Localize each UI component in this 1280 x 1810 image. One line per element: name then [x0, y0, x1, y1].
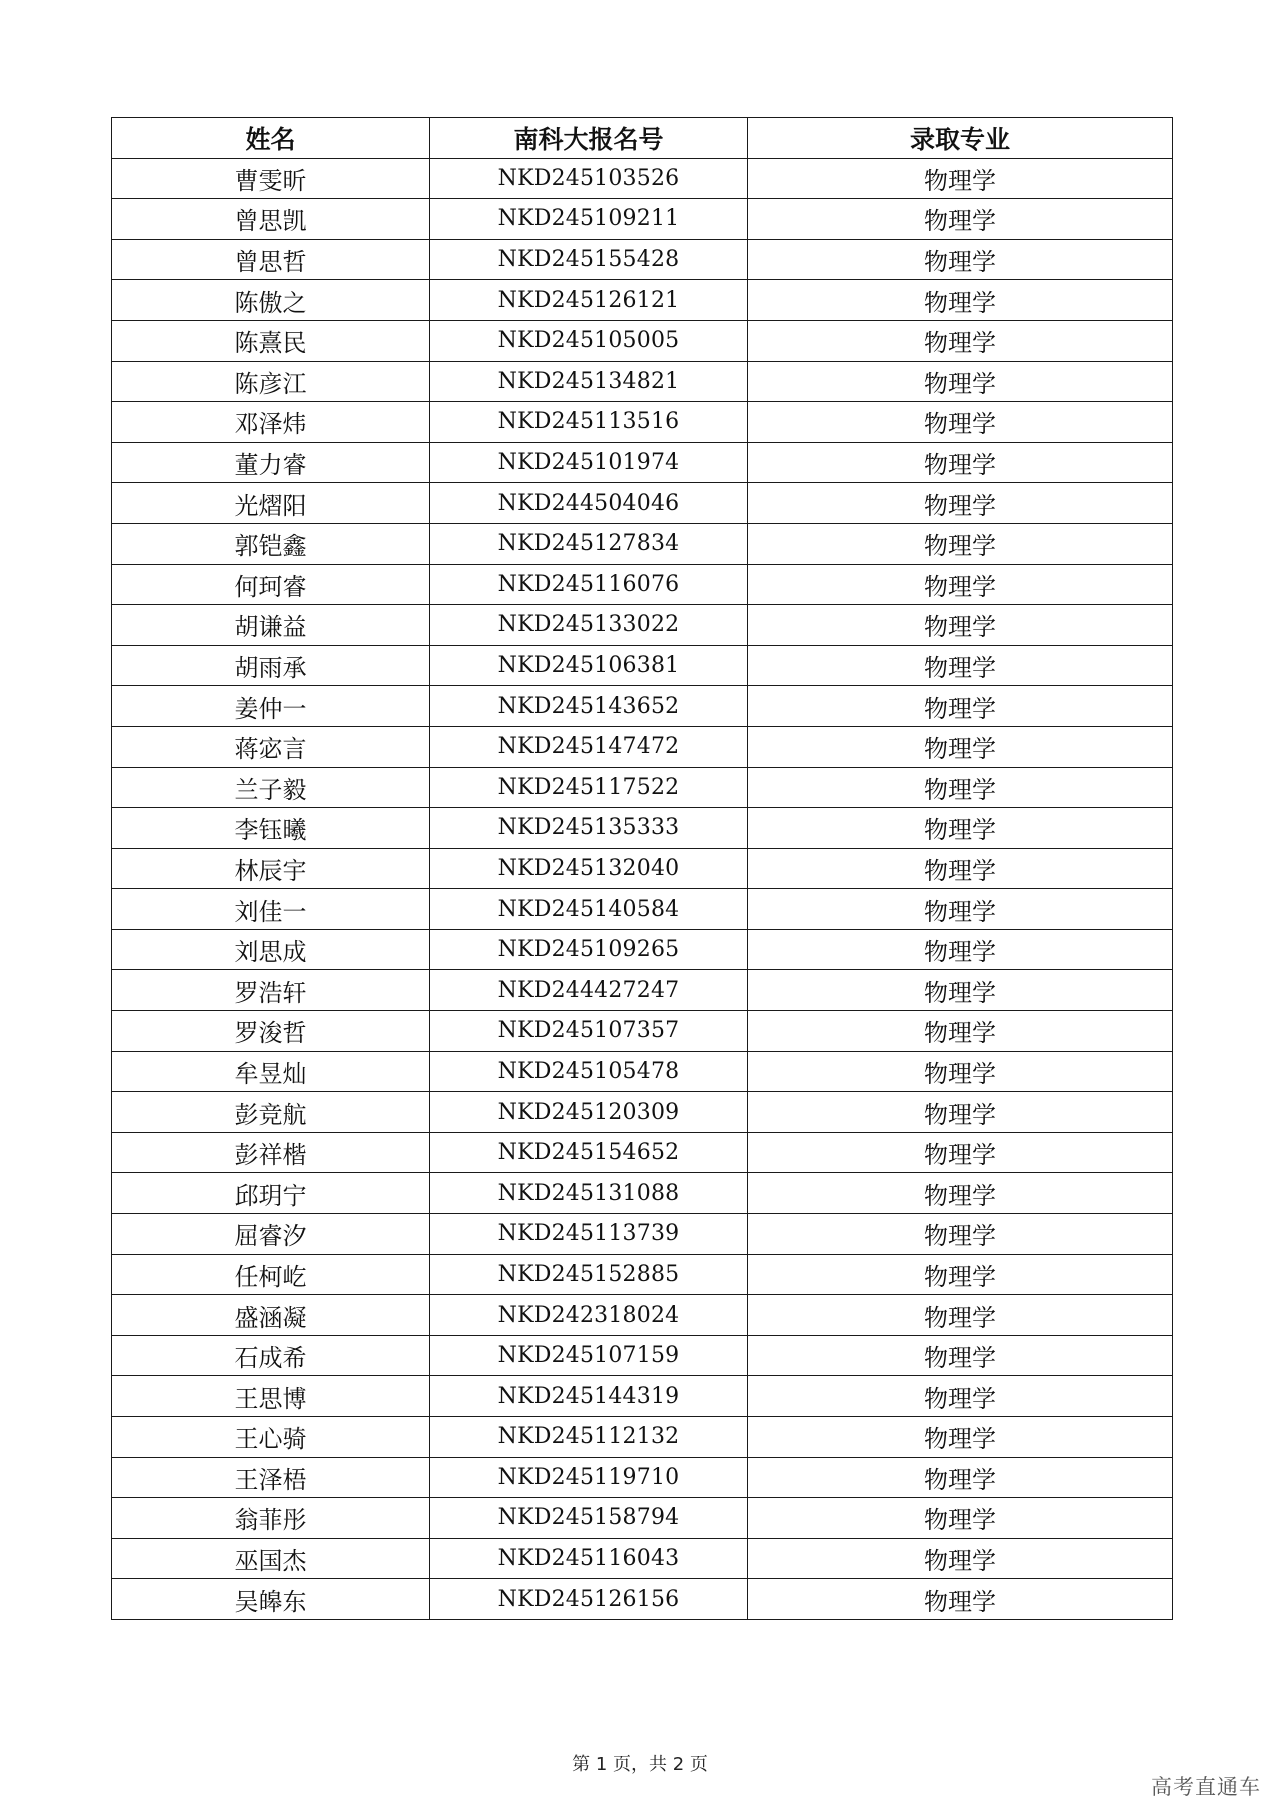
table-row — [112, 1457, 1173, 1498]
table-row — [112, 1011, 1173, 1052]
cell-name: 林辰宇 — [112, 848, 430, 889]
cell-name: 彭竞航 — [112, 1092, 430, 1133]
table-row — [112, 767, 1173, 808]
table-row — [112, 686, 1173, 727]
cell-name: 吴皞东 — [112, 1579, 430, 1620]
cell-major: 物理学 — [748, 361, 1173, 402]
table-row — [112, 1376, 1173, 1417]
cell-registration-number: NKD245106381 — [430, 645, 748, 686]
cell-major: 物理学 — [748, 402, 1173, 443]
cell-name: 兰子毅 — [112, 767, 430, 808]
cell-registration-number: NKD245132040 — [430, 848, 748, 889]
cell-registration-number: NKD245147472 — [430, 726, 748, 767]
cell-name: 陈彦江 — [112, 361, 430, 402]
table-row — [112, 239, 1173, 280]
cell-registration-number: NKD245143652 — [430, 686, 748, 727]
cell-registration-number: NKD245109211 — [430, 199, 748, 240]
table-row — [112, 1214, 1173, 1255]
cell-major: 物理学 — [748, 280, 1173, 321]
cell-registration-number: NKD245117522 — [430, 767, 748, 808]
cell-registration-number: NKD245112132 — [430, 1417, 748, 1458]
table-row — [112, 1173, 1173, 1214]
cell-name: 彭祥楷 — [112, 1132, 430, 1173]
cell-name: 王泽梧 — [112, 1457, 430, 1498]
cell-name: 罗浚哲 — [112, 1011, 430, 1052]
table-row — [112, 645, 1173, 686]
header-registration-number: 南科大报名号 — [430, 118, 748, 159]
cell-registration-number: NKD245113739 — [430, 1214, 748, 1255]
cell-registration-number: NKD245144319 — [430, 1376, 748, 1417]
cell-name: 姜仲一 — [112, 686, 430, 727]
cell-major: 物理学 — [748, 1092, 1173, 1133]
cell-major: 物理学 — [748, 848, 1173, 889]
cell-name: 陈熹民 — [112, 320, 430, 361]
cell-name: 胡谦益 — [112, 605, 430, 646]
cell-registration-number: NKD245107357 — [430, 1011, 748, 1052]
cell-registration-number: NKD245120309 — [430, 1092, 748, 1133]
cell-major: 物理学 — [748, 1214, 1173, 1255]
admission-table — [111, 117, 1173, 1620]
cell-registration-number: NKD245119710 — [430, 1457, 748, 1498]
table-row — [112, 564, 1173, 605]
cell-name: 牟昱灿 — [112, 1051, 430, 1092]
cell-major: 物理学 — [748, 605, 1173, 646]
cell-name: 李钰曦 — [112, 808, 430, 849]
cell-registration-number: NKD245103526 — [430, 158, 748, 199]
table-row — [112, 442, 1173, 483]
cell-name: 刘思成 — [112, 929, 430, 970]
cell-major: 物理学 — [748, 1254, 1173, 1295]
cell-major: 物理学 — [748, 1173, 1173, 1214]
table-row — [112, 808, 1173, 849]
cell-registration-number: NKD245105005 — [430, 320, 748, 361]
cell-registration-number: NKD244427247 — [430, 970, 748, 1011]
cell-registration-number: NKD245133022 — [430, 605, 748, 646]
table-body — [112, 158, 1173, 1619]
table-row — [112, 1295, 1173, 1336]
cell-registration-number: NKD245134821 — [430, 361, 748, 402]
table-row — [112, 523, 1173, 564]
table-row — [112, 848, 1173, 889]
header-name: 姓名 — [112, 118, 430, 159]
table-row — [112, 1579, 1173, 1620]
watermark-text: 高考直通车 — [1151, 1775, 1261, 1799]
cell-major: 物理学 — [748, 889, 1173, 930]
table-row — [112, 1335, 1173, 1376]
cell-major: 物理学 — [748, 1457, 1173, 1498]
cell-registration-number: NKD245131088 — [430, 1173, 748, 1214]
table-row — [112, 483, 1173, 524]
cell-registration-number: NKD242318024 — [430, 1295, 748, 1336]
table-row — [112, 199, 1173, 240]
cell-major: 物理学 — [748, 1579, 1173, 1620]
table-row — [112, 970, 1173, 1011]
cell-registration-number: NKD245113516 — [430, 402, 748, 443]
cell-major: 物理学 — [748, 523, 1173, 564]
cell-name: 屈睿汐 — [112, 1214, 430, 1255]
table-row — [112, 402, 1173, 443]
cell-major: 物理学 — [748, 929, 1173, 970]
table-row — [112, 1417, 1173, 1458]
table-row — [112, 280, 1173, 321]
cell-registration-number: NKD245126121 — [430, 280, 748, 321]
cell-major: 物理学 — [748, 970, 1173, 1011]
page-indicator: 第 1 页，共 2 页 — [572, 1754, 708, 1775]
cell-name: 翁菲彤 — [112, 1498, 430, 1539]
cell-name: 任柯屹 — [112, 1254, 430, 1295]
cell-registration-number: NKD245154652 — [430, 1132, 748, 1173]
table-row — [112, 889, 1173, 930]
cell-major: 物理学 — [748, 158, 1173, 199]
cell-name: 曾思哲 — [112, 239, 430, 280]
cell-major: 物理学 — [748, 1051, 1173, 1092]
cell-registration-number: NKD245155428 — [430, 239, 748, 280]
cell-name: 邱玥宁 — [112, 1173, 430, 1214]
cell-major: 物理学 — [748, 483, 1173, 524]
cell-registration-number: NKD245126156 — [430, 1579, 748, 1620]
cell-major: 物理学 — [748, 686, 1173, 727]
cell-major: 物理学 — [748, 1132, 1173, 1173]
cell-major: 物理学 — [748, 199, 1173, 240]
table-row — [112, 1254, 1173, 1295]
cell-name: 光熠阳 — [112, 483, 430, 524]
cell-registration-number: NKD245101974 — [430, 442, 748, 483]
cell-registration-number: NKD245107159 — [430, 1335, 748, 1376]
table-row — [112, 320, 1173, 361]
cell-name: 王心骑 — [112, 1417, 430, 1458]
cell-name: 刘佳一 — [112, 889, 430, 930]
cell-registration-number: NKD245135333 — [430, 808, 748, 849]
cell-name: 蒋宓言 — [112, 726, 430, 767]
cell-major: 物理学 — [748, 1011, 1173, 1052]
cell-registration-number: NKD245158794 — [430, 1498, 748, 1539]
table-row — [112, 1132, 1173, 1173]
cell-name: 巫国杰 — [112, 1538, 430, 1579]
cell-name: 王思博 — [112, 1376, 430, 1417]
table-row — [112, 1538, 1173, 1579]
cell-name: 董力睿 — [112, 442, 430, 483]
table-row — [112, 1092, 1173, 1133]
cell-major: 物理学 — [748, 442, 1173, 483]
cell-registration-number: NKD245116076 — [430, 564, 748, 605]
cell-major: 物理学 — [748, 726, 1173, 767]
cell-major: 物理学 — [748, 1538, 1173, 1579]
table-row — [112, 929, 1173, 970]
header-admitted-major: 录取专业 — [748, 118, 1173, 159]
cell-name: 曹雯昕 — [112, 158, 430, 199]
cell-name: 石成希 — [112, 1335, 430, 1376]
cell-name: 陈傲之 — [112, 280, 430, 321]
table-row — [112, 605, 1173, 646]
cell-registration-number: NKD245140584 — [430, 889, 748, 930]
cell-major: 物理学 — [748, 239, 1173, 280]
cell-major: 物理学 — [748, 1417, 1173, 1458]
cell-major: 物理学 — [748, 1376, 1173, 1417]
cell-registration-number: NKD244504046 — [430, 483, 748, 524]
cell-name: 盛涵凝 — [112, 1295, 430, 1336]
cell-major: 物理学 — [748, 1498, 1173, 1539]
cell-registration-number: NKD245105478 — [430, 1051, 748, 1092]
cell-major: 物理学 — [748, 767, 1173, 808]
cell-registration-number: NKD245127834 — [430, 523, 748, 564]
cell-major: 物理学 — [748, 808, 1173, 849]
cell-name: 郭铠鑫 — [112, 523, 430, 564]
cell-major: 物理学 — [748, 645, 1173, 686]
table-row — [112, 726, 1173, 767]
cell-name: 何珂睿 — [112, 564, 430, 605]
cell-major: 物理学 — [748, 1295, 1173, 1336]
table-row — [112, 1498, 1173, 1539]
cell-registration-number: NKD245109265 — [430, 929, 748, 970]
cell-major: 物理学 — [748, 320, 1173, 361]
cell-name: 邓泽炜 — [112, 402, 430, 443]
cell-registration-number: NKD245116043 — [430, 1538, 748, 1579]
cell-major: 物理学 — [748, 1335, 1173, 1376]
cell-name: 罗浩轩 — [112, 970, 430, 1011]
table-row — [112, 158, 1173, 199]
cell-major: 物理学 — [748, 564, 1173, 605]
cell-registration-number: NKD245152885 — [430, 1254, 748, 1295]
table-header-row — [112, 118, 1173, 159]
table-row — [112, 1051, 1173, 1092]
cell-name: 曾思凯 — [112, 199, 430, 240]
cell-name: 胡雨承 — [112, 645, 430, 686]
table-row — [112, 361, 1173, 402]
